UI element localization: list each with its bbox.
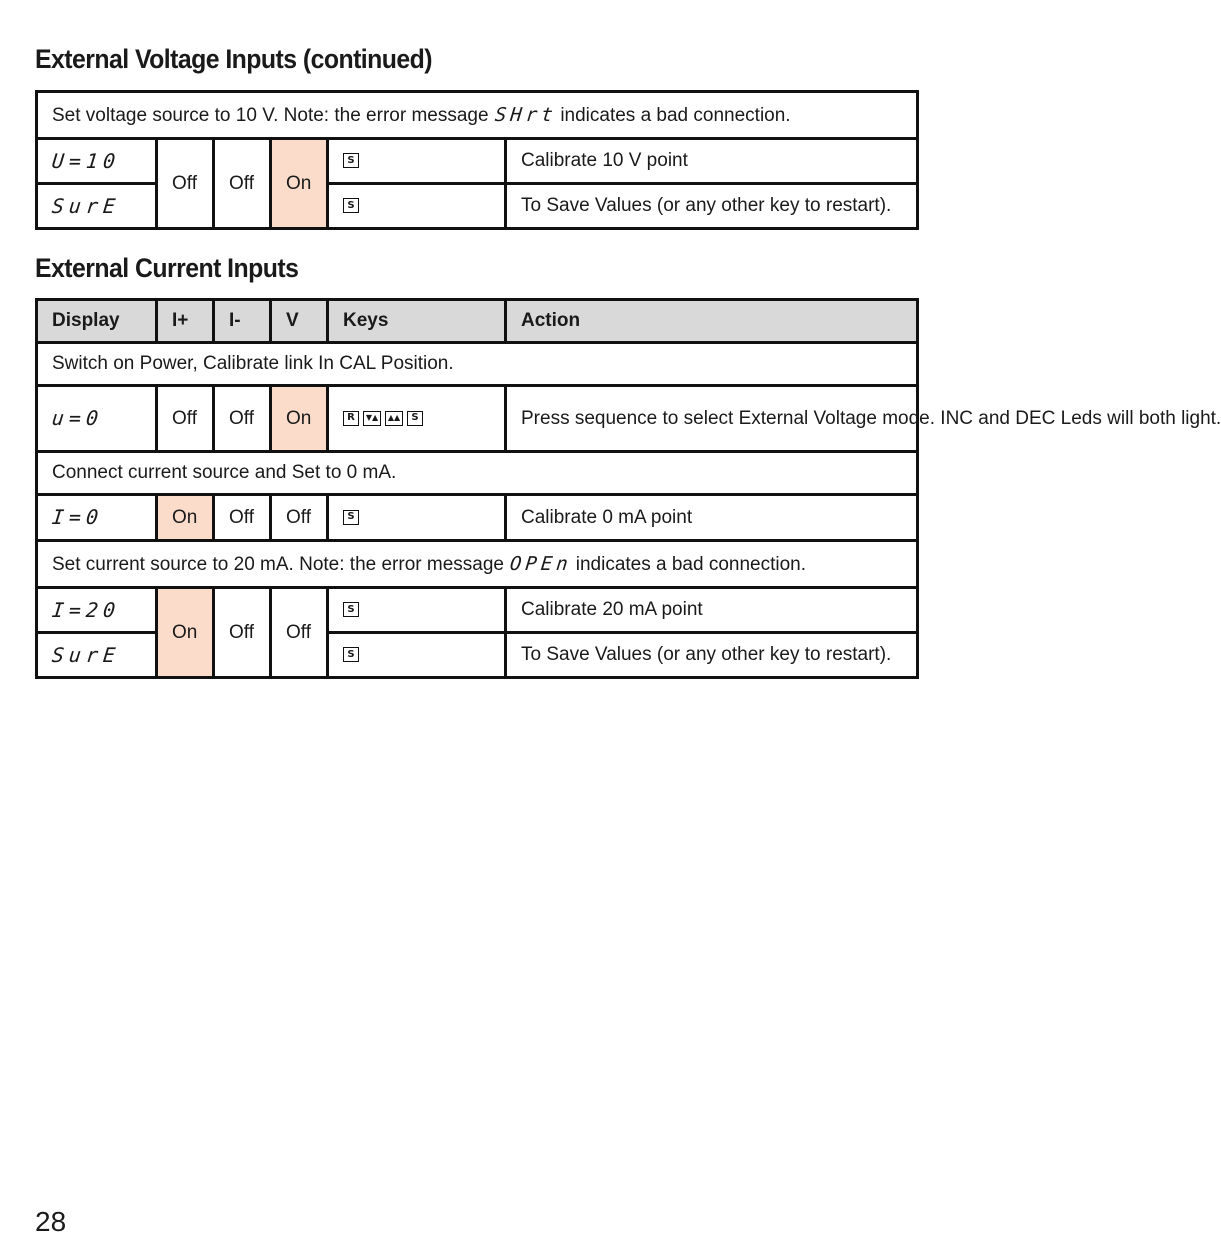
display-code: SurE (37, 184, 157, 229)
i-minus-state: Off (214, 139, 271, 229)
r-key-icon: R (343, 411, 359, 426)
current-section-title: External Current Inputs (35, 253, 299, 283)
table-row (37, 541, 918, 588)
s-key-icon: S (343, 510, 359, 525)
i-minus-state: Off (214, 588, 271, 678)
power-note: Switch on Power, Calibrate link In CAL Position. (37, 343, 918, 386)
voltage-calibration-table (35, 90, 919, 230)
up-up-key-icon: ▲▲ (385, 411, 403, 426)
s-key-icon: S (343, 647, 359, 662)
error-code-open: OPEn (508, 552, 573, 575)
action-text: Calibrate 10 V point (506, 139, 918, 184)
keys-cell (328, 184, 506, 229)
i-minus-state: Off (214, 386, 271, 452)
v-state: Off (271, 588, 328, 678)
v-state: Off (271, 495, 328, 541)
page-number: 28 (35, 1206, 67, 1237)
i-plus-state: Off (157, 386, 214, 452)
keys-cell (328, 495, 506, 541)
open-note-suffix: indicates a bad connection. (575, 553, 807, 575)
table-row (37, 386, 918, 452)
current-source-note: Connect current source and Set to 0 mA. (37, 452, 918, 495)
i-plus-state: Off (157, 139, 214, 229)
s-key-icon: S (343, 153, 359, 168)
action-text: Calibrate 20 mA point (506, 588, 918, 633)
action-text: To Save Values (or any other key to restart). (506, 633, 918, 678)
v-state: On (271, 386, 328, 452)
current-calibration-table (35, 298, 1221, 679)
keys-cell (328, 386, 506, 452)
table-row (37, 452, 918, 495)
open-note-text: Set current source to 20 mA. Note: the error message (52, 553, 504, 575)
table-row (37, 92, 918, 139)
open-note (37, 541, 918, 588)
table-row (37, 343, 918, 386)
display-code: SurE (37, 633, 157, 678)
display-code: I=20 (37, 588, 157, 633)
action-text: To Save Values (or any other key to restart). (506, 184, 918, 229)
i-plus-state: On (157, 588, 214, 678)
table-row (37, 495, 918, 541)
header-keys: Keys (328, 300, 506, 343)
display-code: I=0 (37, 495, 157, 541)
table-row (37, 588, 918, 633)
voltage-note-text: Set voltage source to 10 V. Note: the error message (52, 104, 489, 126)
header-v: V (271, 300, 328, 343)
down-up-key-icon: ▼▲ (363, 411, 381, 426)
s-key-icon: S (343, 198, 359, 213)
v-state: On (271, 139, 328, 229)
voltage-note-suffix: indicates a bad connection. (560, 104, 791, 126)
header-i-minus: I- (214, 300, 271, 343)
i-minus-state: Off (214, 495, 271, 541)
table-row (37, 139, 918, 184)
voltage-note (37, 92, 918, 139)
error-code-shrt: SHrt (493, 103, 558, 126)
display-code: u=0 (37, 386, 157, 452)
action-text: Calibrate 0 mA point (506, 495, 918, 541)
header-display: Display (37, 300, 157, 343)
display-code: U=10 (37, 139, 157, 184)
keys-cell (328, 139, 506, 184)
s-key-icon: S (343, 602, 359, 617)
table-header-row (37, 300, 918, 343)
keys-cell (328, 588, 506, 633)
header-action: Action (506, 300, 918, 343)
voltage-section-title: External Voltage Inputs (continued) (35, 44, 433, 74)
s-key-icon: S (407, 411, 423, 426)
keys-cell (328, 633, 506, 678)
action-text: Press sequence to select External Voltage mode. INC and DEC Leds will both light. (506, 386, 918, 452)
header-i-plus: I+ (157, 300, 214, 343)
i-plus-state: On (157, 495, 214, 541)
